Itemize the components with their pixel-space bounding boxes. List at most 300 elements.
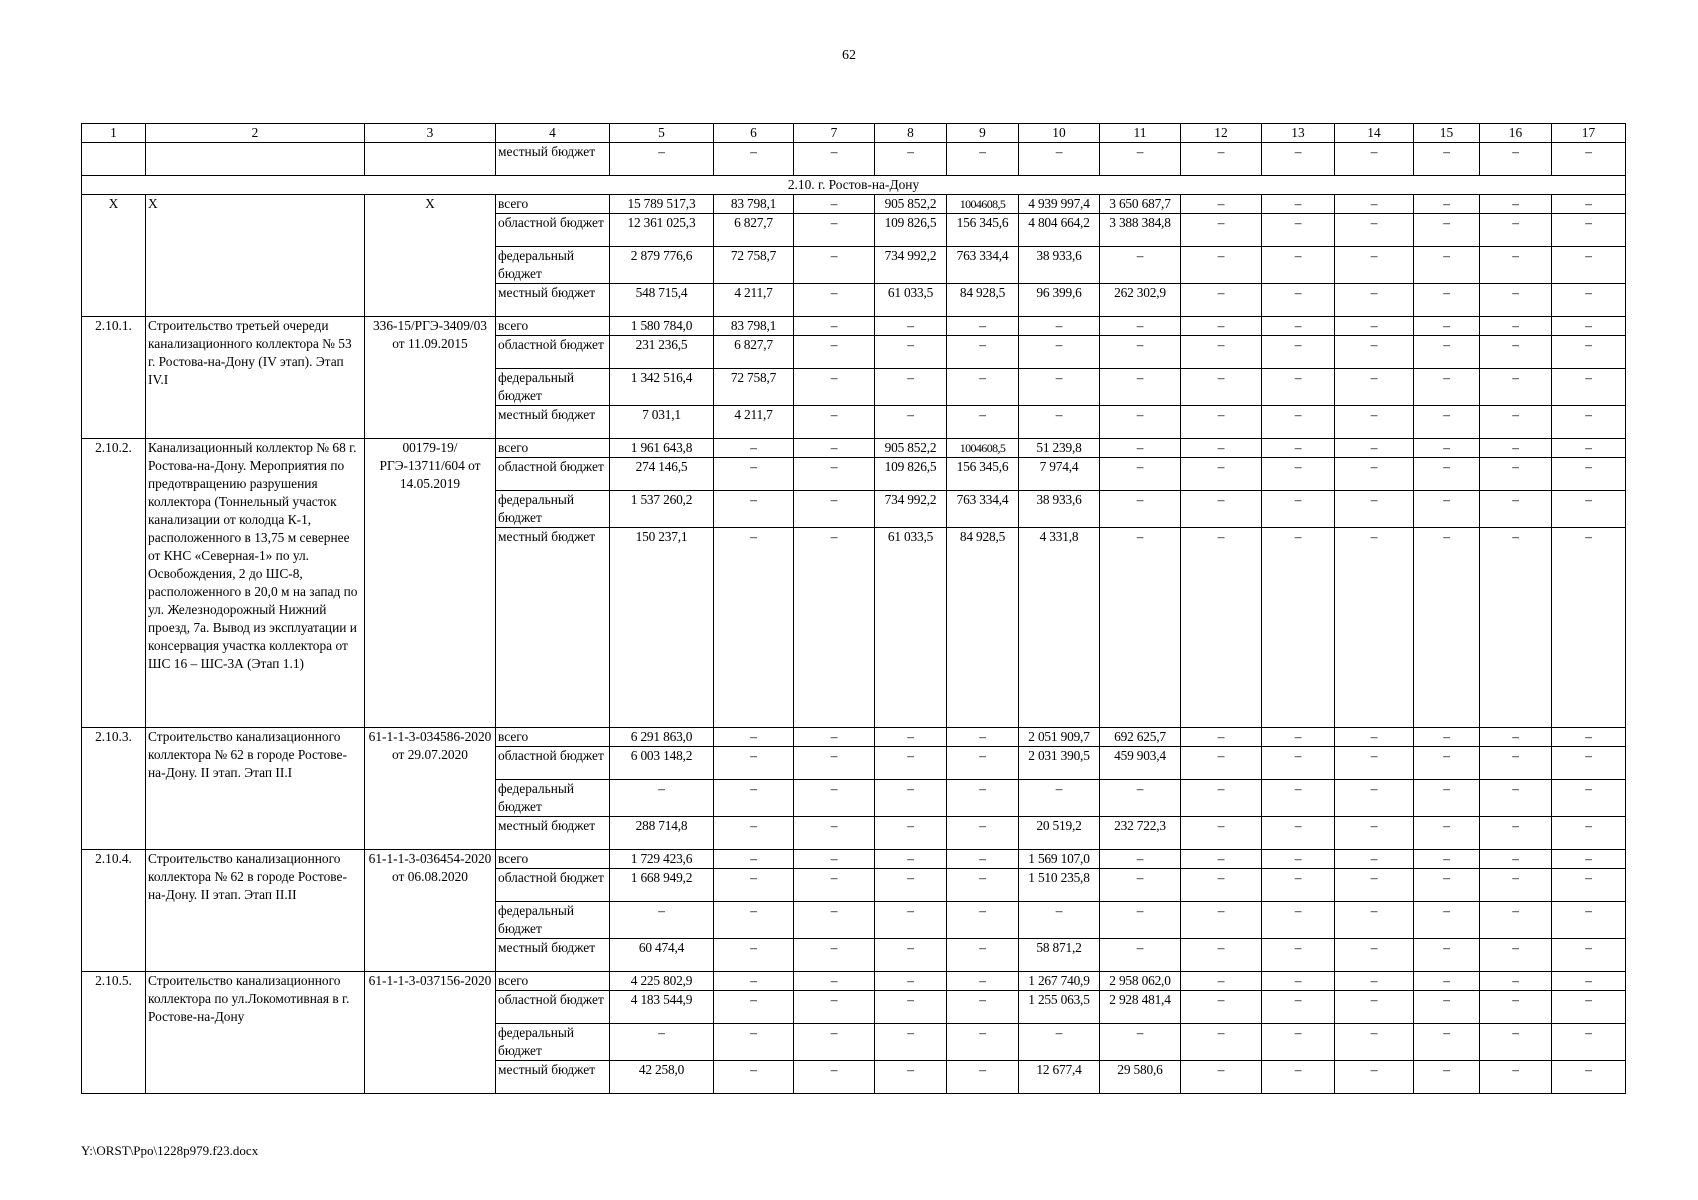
column-number-header: 2 [146, 124, 365, 143]
amount-cell: – [1181, 747, 1262, 780]
amount-cell: – [610, 780, 714, 817]
amount-cell: – [1100, 247, 1181, 284]
amount-cell: 1 668 949,2 [610, 869, 714, 902]
amount-cell: – [1262, 991, 1335, 1024]
amount-cell: – [794, 869, 875, 902]
amount-cell: – [1181, 143, 1262, 176]
amount-cell: – [1262, 369, 1335, 406]
amount-cell: – [1552, 991, 1626, 1024]
item-number-cell: 2.10.4. [82, 850, 146, 972]
column-number-header: 14 [1335, 124, 1414, 143]
amount-cell: – [1414, 1061, 1480, 1094]
item-number-cell [82, 143, 146, 176]
amount-cell: – [1181, 972, 1262, 991]
amount-cell: – [714, 747, 794, 780]
amount-cell: 38 933,6 [1019, 491, 1100, 528]
amount-cell: 96 399,6 [1019, 284, 1100, 317]
amount-cell: 763 334,4 [947, 491, 1019, 528]
amount-cell: – [1262, 850, 1335, 869]
column-number-header: 11 [1100, 124, 1181, 143]
amount-cell: – [875, 1061, 947, 1094]
item-number-cell: Х [82, 195, 146, 317]
amount-cell: – [1100, 850, 1181, 869]
amount-cell: – [1414, 747, 1480, 780]
amount-cell: – [1181, 458, 1262, 491]
amount-cell: 109 826,5 [875, 458, 947, 491]
amount-cell: – [794, 195, 875, 214]
amount-cell: – [794, 317, 875, 336]
amount-cell: – [1552, 528, 1626, 728]
page-number: 62 [842, 48, 856, 63]
amount-cell: – [1019, 317, 1100, 336]
funding-source-cell: областной бюджет [496, 869, 610, 902]
amount-cell: – [1100, 336, 1181, 369]
amount-cell: – [947, 869, 1019, 902]
amount-cell: – [875, 972, 947, 991]
amount-cell: – [1181, 317, 1262, 336]
column-number-header: 13 [1262, 124, 1335, 143]
amount-cell: 262 302,9 [1100, 284, 1181, 317]
table-row [82, 972, 1626, 991]
amount-cell: 1 580 784,0 [610, 317, 714, 336]
amount-cell: 4 225 802,9 [610, 972, 714, 991]
amount-cell: – [794, 991, 875, 1024]
amount-cell: 1004608,5 [947, 195, 1019, 214]
amount-cell: – [1480, 991, 1552, 1024]
budget-table [81, 123, 1626, 1094]
amount-cell: – [1262, 214, 1335, 247]
footer-file-path: Y:\ORST\Ppo\1228p979.f23.docx [81, 1143, 259, 1158]
amount-cell: 459 903,4 [1100, 747, 1181, 780]
amount-cell: – [714, 991, 794, 1024]
funding-source-cell: всего [496, 972, 610, 991]
amount-cell: – [1480, 195, 1552, 214]
amount-cell: – [1480, 406, 1552, 439]
amount-cell: – [1480, 869, 1552, 902]
amount-cell: 38 933,6 [1019, 247, 1100, 284]
amount-cell: – [1019, 1024, 1100, 1061]
amount-cell: – [1414, 991, 1480, 1024]
amount-cell: – [1552, 972, 1626, 991]
amount-cell: – [1335, 939, 1414, 972]
amount-cell: – [1181, 195, 1262, 214]
amount-cell: – [1100, 939, 1181, 972]
amount-cell: – [1019, 902, 1100, 939]
amount-cell: – [1552, 817, 1626, 850]
amount-cell: – [794, 214, 875, 247]
amount-cell: 72 758,7 [714, 369, 794, 406]
amount-cell: – [1552, 869, 1626, 902]
amount-cell: – [1181, 869, 1262, 902]
amount-cell: – [1262, 869, 1335, 902]
amount-cell: 12 677,4 [1019, 1061, 1100, 1094]
amount-cell: – [1414, 869, 1480, 902]
column-number-header: 6 [714, 124, 794, 143]
item-expertise-cell: 61-1-1-3-034586-2020 от 29.07.2020 [365, 728, 496, 850]
amount-cell: – [947, 747, 1019, 780]
amount-cell: – [1181, 817, 1262, 850]
amount-cell: – [1414, 214, 1480, 247]
amount-cell: – [1019, 143, 1100, 176]
table-row [82, 728, 1626, 747]
amount-cell: – [1552, 491, 1626, 528]
amount-cell: – [875, 406, 947, 439]
table-row [82, 439, 1626, 458]
table-row [82, 195, 1626, 214]
amount-cell: – [947, 850, 1019, 869]
amount-cell: – [1552, 902, 1626, 939]
amount-cell: – [1335, 284, 1414, 317]
amount-cell: – [1552, 1024, 1626, 1061]
amount-cell: – [1335, 317, 1414, 336]
amount-cell: 3 388 384,8 [1100, 214, 1181, 247]
funding-source-cell: местный бюджет [496, 143, 610, 176]
amount-cell: 1004608,5 [947, 439, 1019, 458]
amount-cell: – [947, 991, 1019, 1024]
amount-cell: – [1414, 850, 1480, 869]
amount-cell: – [1335, 728, 1414, 747]
column-number-header: 12 [1181, 124, 1262, 143]
amount-cell: – [1480, 817, 1552, 850]
amount-cell: – [1480, 491, 1552, 528]
amount-cell: 1 510 235,8 [1019, 869, 1100, 902]
table-row [82, 317, 1626, 336]
amount-cell: 1 342 516,4 [610, 369, 714, 406]
amount-cell: – [1552, 1061, 1626, 1094]
item-name-cell [146, 143, 365, 176]
amount-cell: – [947, 1024, 1019, 1061]
amount-cell: – [1100, 869, 1181, 902]
item-expertise-cell: 61-1-1-3-036454-2020 от 06.08.2020 [365, 850, 496, 972]
funding-source-cell: всего [496, 317, 610, 336]
amount-cell: – [1335, 491, 1414, 528]
amount-cell: – [1552, 247, 1626, 284]
amount-cell: – [1414, 780, 1480, 817]
amount-cell: – [1181, 939, 1262, 972]
amount-cell: – [875, 747, 947, 780]
section-title-row [82, 176, 1626, 195]
amount-cell: 4 211,7 [714, 284, 794, 317]
amount-cell: – [1181, 902, 1262, 939]
amount-cell: – [1100, 406, 1181, 439]
amount-cell: – [1181, 406, 1262, 439]
amount-cell: 1 961 643,8 [610, 439, 714, 458]
amount-cell: 734 992,2 [875, 491, 947, 528]
amount-cell: – [1414, 317, 1480, 336]
amount-cell: – [794, 817, 875, 850]
amount-cell: 6 291 863,0 [610, 728, 714, 747]
funding-source-cell: всего [496, 439, 610, 458]
column-number-header: 1 [82, 124, 146, 143]
column-number-header: 10 [1019, 124, 1100, 143]
amount-cell: – [1414, 143, 1480, 176]
funding-source-cell: местный бюджет [496, 284, 610, 317]
amount-cell: – [1335, 439, 1414, 458]
column-number-header: 5 [610, 124, 714, 143]
amount-cell: – [1552, 747, 1626, 780]
amount-cell: – [1480, 284, 1552, 317]
amount-cell: – [1181, 491, 1262, 528]
amount-cell: – [794, 728, 875, 747]
amount-cell: – [1480, 972, 1552, 991]
item-expertise-cell: Х [365, 195, 496, 317]
table-row [82, 850, 1626, 869]
amount-cell: 232 722,3 [1100, 817, 1181, 850]
item-number-cell: 2.10.1. [82, 317, 146, 439]
amount-cell: – [1100, 458, 1181, 491]
funding-source-cell: местный бюджет [496, 406, 610, 439]
amount-cell: – [1335, 214, 1414, 247]
amount-cell: – [714, 458, 794, 491]
amount-cell: – [1262, 143, 1335, 176]
section-title: 2.10. г. Ростов-на-Дону [82, 176, 1626, 195]
amount-cell: – [1019, 369, 1100, 406]
amount-cell: – [1262, 1024, 1335, 1061]
amount-cell: – [1335, 143, 1414, 176]
amount-cell: – [875, 991, 947, 1024]
amount-cell: – [1335, 195, 1414, 214]
amount-cell: – [1552, 780, 1626, 817]
amount-cell: – [1552, 317, 1626, 336]
amount-cell: – [1019, 336, 1100, 369]
amount-cell: – [1181, 247, 1262, 284]
amount-cell: – [1100, 780, 1181, 817]
amount-cell: – [1414, 902, 1480, 939]
funding-source-cell: местный бюджет [496, 939, 610, 972]
amount-cell: – [714, 902, 794, 939]
item-name-cell: Х [146, 195, 365, 317]
amount-cell: 6 827,7 [714, 336, 794, 369]
amount-cell: – [794, 528, 875, 728]
item-expertise-cell: 00179-19/РГЭ-13711/604 от 14.05.2019 [365, 439, 496, 728]
amount-cell: – [875, 850, 947, 869]
amount-cell: – [1262, 972, 1335, 991]
amount-cell: – [714, 939, 794, 972]
amount-cell: – [1100, 491, 1181, 528]
amount-cell: – [794, 939, 875, 972]
amount-cell: – [1335, 1061, 1414, 1094]
header-row [82, 124, 1626, 143]
funding-source-cell: областной бюджет [496, 458, 610, 491]
column-number-header: 15 [1414, 124, 1480, 143]
amount-cell: 905 852,2 [875, 439, 947, 458]
funding-source-cell: федеральный бюджет [496, 902, 610, 939]
amount-cell: – [1262, 336, 1335, 369]
funding-source-cell: федеральный бюджет [496, 491, 610, 528]
amount-cell: – [1181, 850, 1262, 869]
amount-cell: – [610, 1024, 714, 1061]
amount-cell: – [1262, 491, 1335, 528]
funding-source-cell: федеральный бюджет [496, 369, 610, 406]
amount-cell: 7 974,4 [1019, 458, 1100, 491]
amount-cell: – [1552, 369, 1626, 406]
funding-source-cell: областной бюджет [496, 747, 610, 780]
amount-cell: – [1480, 780, 1552, 817]
amount-cell: – [1262, 317, 1335, 336]
amount-cell: – [1181, 1024, 1262, 1061]
column-number-header: 7 [794, 124, 875, 143]
amount-cell: – [794, 780, 875, 817]
item-number-cell: 2.10.5. [82, 972, 146, 1094]
amount-cell: – [1414, 817, 1480, 850]
amount-cell: 734 992,2 [875, 247, 947, 284]
amount-cell: 905 852,2 [875, 195, 947, 214]
amount-cell: – [1480, 728, 1552, 747]
column-number-header: 3 [365, 124, 496, 143]
item-expertise-cell: 336-15/РГЭ-3409/03 от 11.09.2015 [365, 317, 496, 439]
amount-cell: 1 569 107,0 [1019, 850, 1100, 869]
amount-cell: – [1414, 491, 1480, 528]
amount-cell: – [1414, 369, 1480, 406]
amount-cell: – [714, 1061, 794, 1094]
amount-cell: 2 928 481,4 [1100, 991, 1181, 1024]
amount-cell: – [794, 458, 875, 491]
amount-cell: – [1335, 369, 1414, 406]
amount-cell: – [794, 747, 875, 780]
amount-cell: – [875, 1024, 947, 1061]
amount-cell: – [947, 317, 1019, 336]
amount-cell: – [1480, 458, 1552, 491]
amount-cell: – [875, 317, 947, 336]
amount-cell: – [1100, 369, 1181, 406]
amount-cell: – [714, 817, 794, 850]
amount-cell: – [714, 850, 794, 869]
amount-cell: – [1181, 369, 1262, 406]
amount-cell: – [875, 817, 947, 850]
amount-cell: – [794, 972, 875, 991]
amount-cell: 4 331,8 [1019, 528, 1100, 728]
amount-cell: 692 625,7 [1100, 728, 1181, 747]
amount-cell: 1 267 740,9 [1019, 972, 1100, 991]
amount-cell: – [1181, 528, 1262, 728]
amount-cell: 2 031 390,5 [1019, 747, 1100, 780]
amount-cell: – [794, 1024, 875, 1061]
amount-cell: 84 928,5 [947, 284, 1019, 317]
amount-cell: – [1414, 439, 1480, 458]
amount-cell: – [794, 1061, 875, 1094]
amount-cell: – [947, 972, 1019, 991]
amount-cell: – [1552, 143, 1626, 176]
item-name-cell: Канализационный коллектор № 68 г. Ростова-на-Дону. Мероприятия по предотвращению разрушения коллектора (Тоннельный участок канализации от колодца К-1, расположенного в 13,75 м севернее от КНС «Северная-1» по ул. Освобождения, 2 до ШС-8, расположенного в 20,0 м на запад по ул. Железнодорожный Нижний проезд, 7а. Вывод из эксплуатации и консервация участка коллектора от ШС 16 – ШС-3А (Этап 1.1) [146, 439, 365, 728]
amount-cell: – [714, 491, 794, 528]
amount-cell: – [1100, 317, 1181, 336]
amount-cell: – [1414, 458, 1480, 491]
amount-cell: – [1552, 458, 1626, 491]
amount-cell: 3 650 687,7 [1100, 195, 1181, 214]
funding-source-cell: всего [496, 728, 610, 747]
amount-cell: 51 239,8 [1019, 439, 1100, 458]
amount-cell: – [1552, 728, 1626, 747]
amount-cell: – [794, 143, 875, 176]
amount-cell: – [1552, 406, 1626, 439]
amount-cell: 548 715,4 [610, 284, 714, 317]
amount-cell: 1 537 260,2 [610, 491, 714, 528]
amount-cell: – [947, 369, 1019, 406]
amount-cell: 4 939 997,4 [1019, 195, 1100, 214]
amount-cell: – [1335, 869, 1414, 902]
column-number-header: 8 [875, 124, 947, 143]
amount-cell: – [1262, 780, 1335, 817]
amount-cell: 156 345,6 [947, 458, 1019, 491]
amount-cell: – [1335, 458, 1414, 491]
amount-cell: – [714, 143, 794, 176]
amount-cell: – [714, 728, 794, 747]
funding-source-cell: областной бюджет [496, 214, 610, 247]
amount-cell: – [794, 247, 875, 284]
amount-cell: 84 928,5 [947, 528, 1019, 728]
amount-cell: – [1262, 817, 1335, 850]
amount-cell: – [1262, 247, 1335, 284]
amount-cell: – [1335, 780, 1414, 817]
table-row [82, 143, 1626, 176]
amount-cell: – [794, 406, 875, 439]
amount-cell: – [1262, 728, 1335, 747]
amount-cell: – [1262, 458, 1335, 491]
amount-cell: – [1335, 247, 1414, 284]
funding-source-cell: федеральный бюджет [496, 247, 610, 284]
amount-cell: – [1335, 1024, 1414, 1061]
amount-cell: – [1335, 747, 1414, 780]
item-name-cell: Строительство третьей очереди канализационного коллектора № 53 г. Ростова-на-Дону (IV этап). Этап IV.I [146, 317, 365, 439]
amount-cell: – [947, 406, 1019, 439]
amount-cell: – [1480, 902, 1552, 939]
amount-cell: 12 361 025,3 [610, 214, 714, 247]
funding-source-cell: федеральный бюджет [496, 780, 610, 817]
amount-cell: – [1100, 528, 1181, 728]
item-expertise-cell: 61-1-1-3-037156-2020 [365, 972, 496, 1094]
amount-cell: – [1480, 439, 1552, 458]
amount-cell: – [1262, 195, 1335, 214]
funding-source-cell: местный бюджет [496, 1061, 610, 1094]
amount-cell: – [714, 972, 794, 991]
amount-cell: – [1262, 528, 1335, 728]
amount-cell: – [1100, 439, 1181, 458]
amount-cell: 109 826,5 [875, 214, 947, 247]
amount-cell: – [1262, 406, 1335, 439]
amount-cell: 15 789 517,3 [610, 195, 714, 214]
amount-cell: – [1100, 143, 1181, 176]
amount-cell: – [875, 902, 947, 939]
amount-cell: 83 798,1 [714, 317, 794, 336]
funding-source-cell: местный бюджет [496, 817, 610, 850]
amount-cell: – [794, 336, 875, 369]
amount-cell: 1 729 423,6 [610, 850, 714, 869]
amount-cell: – [1262, 902, 1335, 939]
item-name-cell: Строительство канализационного коллектора № 62 в городе Ростове-на-Дону. II этап. Этап II.II [146, 850, 365, 972]
amount-cell: – [1181, 728, 1262, 747]
amount-cell: – [794, 284, 875, 317]
amount-cell: – [714, 439, 794, 458]
amount-cell: – [1019, 406, 1100, 439]
amount-cell: 29 580,6 [1100, 1061, 1181, 1094]
amount-cell: 1 255 063,5 [1019, 991, 1100, 1024]
column-number-header: 4 [496, 124, 610, 143]
amount-cell: – [1414, 972, 1480, 991]
amount-cell: – [1414, 728, 1480, 747]
amount-cell: 2 051 909,7 [1019, 728, 1100, 747]
column-number-header: 9 [947, 124, 1019, 143]
amount-cell: – [1480, 143, 1552, 176]
amount-cell: – [1480, 1024, 1552, 1061]
amount-cell: – [1414, 195, 1480, 214]
amount-cell: – [1100, 1024, 1181, 1061]
amount-cell: – [1019, 780, 1100, 817]
amount-cell: – [1335, 850, 1414, 869]
amount-cell: – [1181, 1061, 1262, 1094]
amount-cell: – [875, 336, 947, 369]
amount-cell: – [1335, 406, 1414, 439]
amount-cell: – [1262, 747, 1335, 780]
